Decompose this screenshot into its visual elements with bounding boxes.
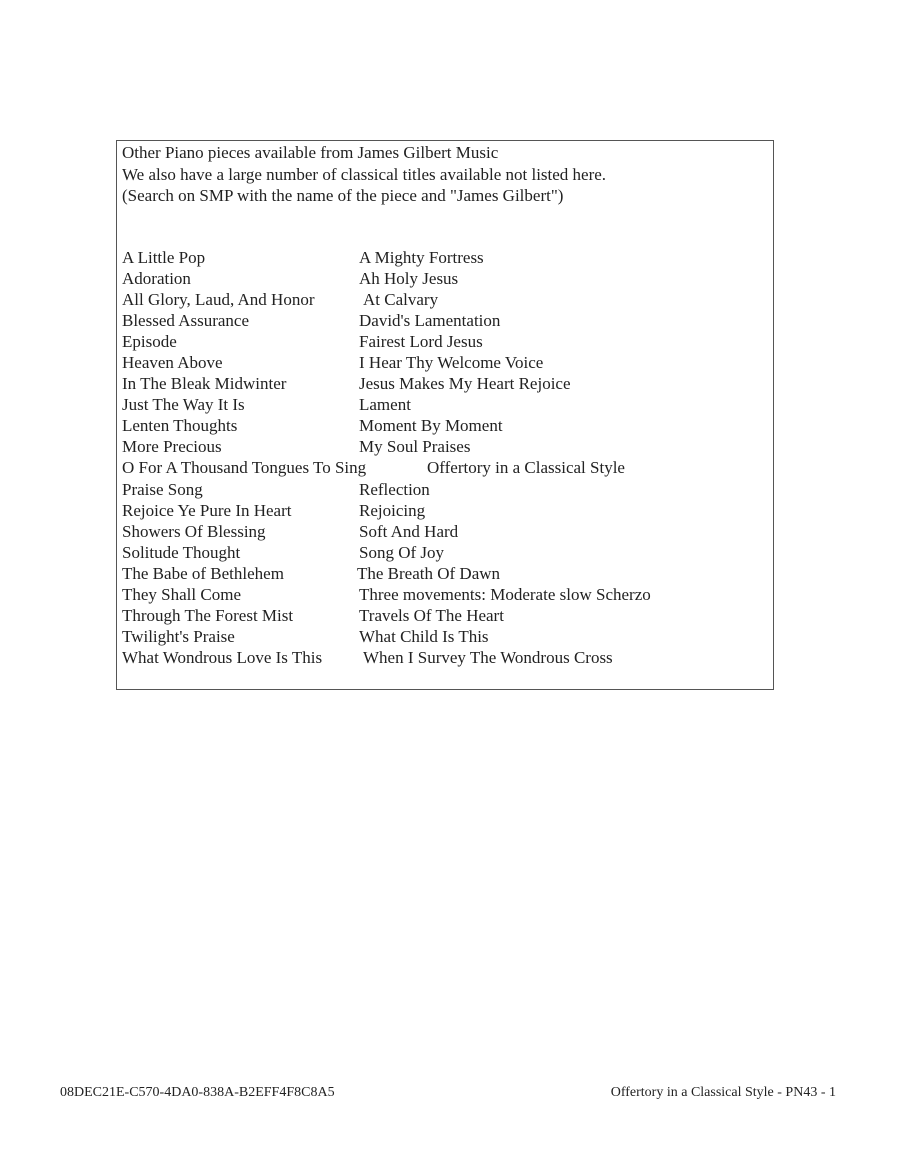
title-right: Ah Holy Jesus <box>359 269 459 289</box>
intro-note: We also have a large number of classical titles available not listed here. <box>122 164 607 184</box>
page-label-footer: Offertory in a Classical Style - PN43 - 1 <box>610 1085 836 1100</box>
intro-search-hint: (Search on SMP with the name of the piece and "James Gilbert") <box>122 186 564 205</box>
title-left: A Little Pop <box>122 248 206 267</box>
intro-text <box>122 142 606 207</box>
title-right: A Mighty Fortress <box>359 248 484 267</box>
title-left: Just The Way It Is <box>122 395 245 415</box>
title-right: Song Of Joy <box>359 542 445 562</box>
title-right: Fairest Lord Jesus <box>359 332 483 352</box>
title-left: Praise Song <box>122 479 203 499</box>
title-right: What Child Is This <box>359 626 489 646</box>
title-left: Heaven Above <box>122 353 223 373</box>
title-right: Soft And Hard <box>359 521 459 541</box>
title-right: I Hear Thy Welcome Voice <box>359 353 544 373</box>
title-right: David's Lamentation <box>359 311 501 331</box>
titles-listing-box <box>116 140 774 690</box>
intro-heading: Other Piano pieces available from James Gilbert Music <box>122 143 499 162</box>
title-right: Jesus Makes My Heart Rejoice <box>359 374 571 394</box>
title-left: Twilight's Praise <box>122 626 235 646</box>
title-right: When I Survey The Wondrous Cross <box>363 647 613 667</box>
title-left: O For A Thousand Tongues To Sing <box>122 458 367 478</box>
title-left: Blessed Assurance <box>122 311 250 331</box>
title-right: At Calvary <box>363 290 439 310</box>
document-id-footer: 08DEC21E-C570-4DA0-838A-B2EFF4F8C8A5 <box>60 1085 335 1100</box>
title-right: Three movements: Moderate slow Scherzo <box>359 584 651 604</box>
title-right: Lament <box>359 395 411 415</box>
title-right: Rejoicing <box>359 500 426 520</box>
title-left: The Babe of Bethlehem <box>122 563 284 583</box>
title-left: All Glory, Laud, And Honor <box>122 290 315 310</box>
title-right: My Soul Praises <box>359 437 471 457</box>
title-left: What Wondrous Love Is This <box>122 647 323 667</box>
title-left: They Shall Come <box>122 584 241 604</box>
title-left: More Precious <box>122 437 222 457</box>
title-right: Reflection <box>359 479 430 499</box>
title-right: Offertory in a Classical Style <box>427 458 625 478</box>
title-right: Moment By Moment <box>359 416 503 436</box>
title-left: Episode <box>122 332 177 352</box>
title-left: Rejoice Ye Pure In Heart <box>122 500 292 520</box>
title-left: Through The Forest Mist <box>122 605 294 625</box>
title-left: Solitude Thought <box>122 542 241 562</box>
title-left: In The Bleak Midwinter <box>122 374 287 394</box>
title-left: Showers Of Blessing <box>122 521 266 541</box>
title-right: Travels Of The Heart <box>359 605 504 625</box>
title-left: Adoration <box>122 269 191 289</box>
title-right: The Breath Of Dawn <box>357 563 501 583</box>
title-left: Lenten Thoughts <box>122 416 238 436</box>
